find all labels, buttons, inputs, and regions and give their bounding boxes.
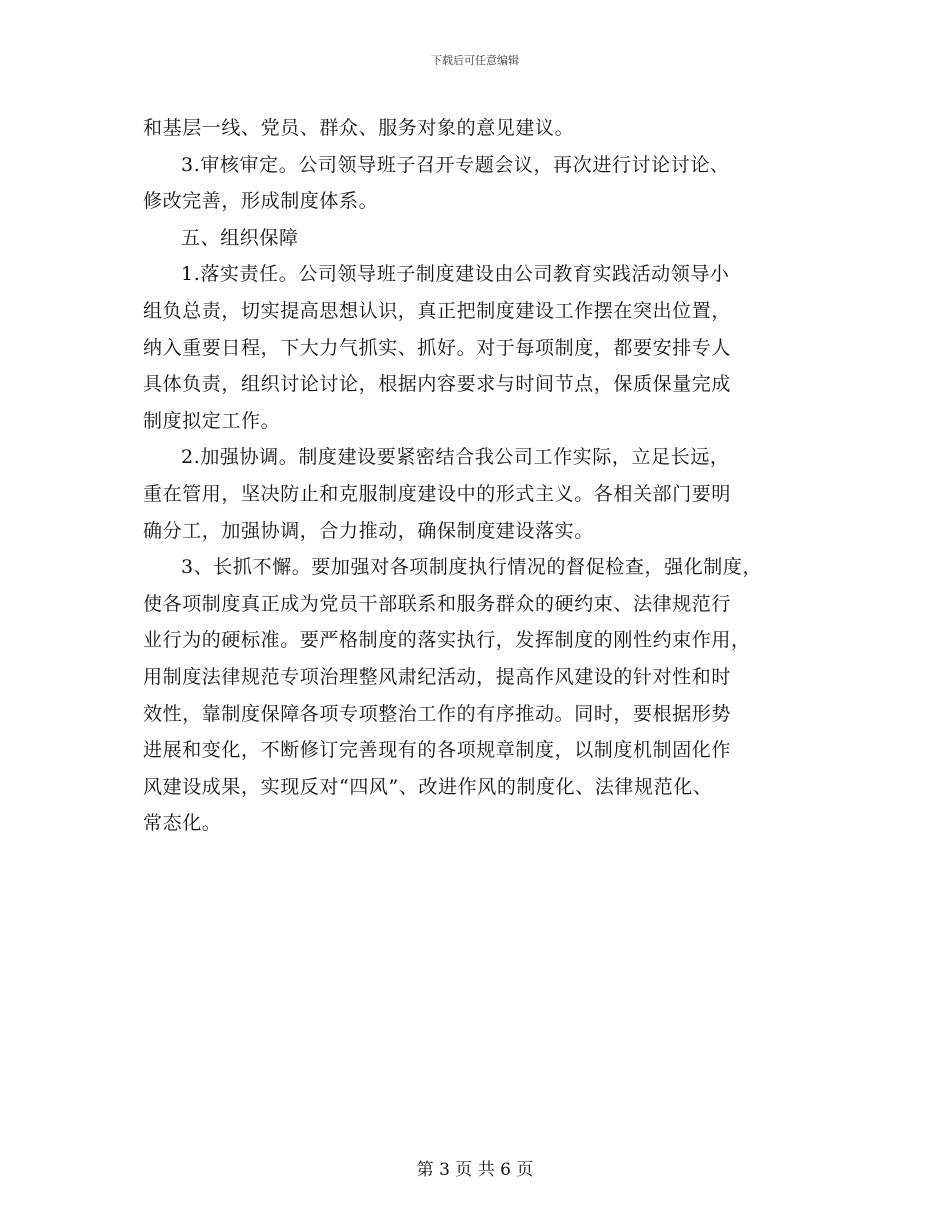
page-header: 下载后可任意编辑 — [431, 54, 519, 67]
text-line: 纳入重要日程，下大力气抓实、抓好。对于每项制度，都要安排专人 — [143, 336, 732, 359]
text-line: 重在管用，坚决防止和克服制度建设中的形式主义。各相关部门要明 — [143, 482, 732, 505]
text-line: 3、长抓不懈。要加强对各项制度执行情况的督促检查，强化制度， — [181, 556, 763, 579]
section-heading: 五、组织保障 — [181, 226, 299, 249]
text-line: 进展和变化，不断修订完善现有的各项规章制度，以制度机制固化作 — [143, 739, 732, 762]
text-line: 使各项制度真正成为党员干部联系和服务群众的硬约束、法律规范行 — [143, 592, 732, 615]
text-line: 风建设成果，实现反对“四风”、改进作风的制度化、法律规范化、 — [143, 775, 713, 798]
document-body — [143, 110, 823, 842]
text-line: 制度拟定工作。 — [143, 409, 281, 432]
page-footer: 第 3 页 共 6 页 — [416, 1160, 534, 1180]
text-line: 组负总责，切实提高思想认识，真正把制度建设工作摆在突出位置， — [143, 299, 732, 322]
text-line: 业行为的硬标准。要严格制度的落实执行，发挥制度的刚性约束作用， — [143, 629, 751, 652]
text-line: 具体负责，组织讨论讨论，根据内容要求与时间节点，保质保量完成 — [143, 373, 732, 396]
text-line: 确分工，加强协调，合力推动，确保制度建设落实。 — [143, 519, 594, 542]
text-line: 修改完善，形成制度体系。 — [143, 190, 379, 213]
text-line: 1.落实责任。公司领导班子制度建设由公司教育实践活动领导小 — [181, 263, 730, 286]
text-line: 和基层一线、党员、群众、服务对象的意见建议。 — [143, 117, 575, 139]
text-line: 用制度法律规范专项治理整风肃纪活动，提高作风建设的针对性和时 — [143, 665, 732, 688]
text-line: 常态化。 — [143, 812, 222, 835]
text-line: 3.审核审定。公司领导班子召开专题会议，再次进行讨论讨论、 — [181, 153, 730, 176]
text-line: 2.加强协调。制度建设要紧密结合我公司工作实际，立足长远， — [181, 446, 730, 469]
text-line: 效性，靠制度保障各项专项整治工作的有序推动。同时，要根据形势 — [143, 702, 732, 725]
